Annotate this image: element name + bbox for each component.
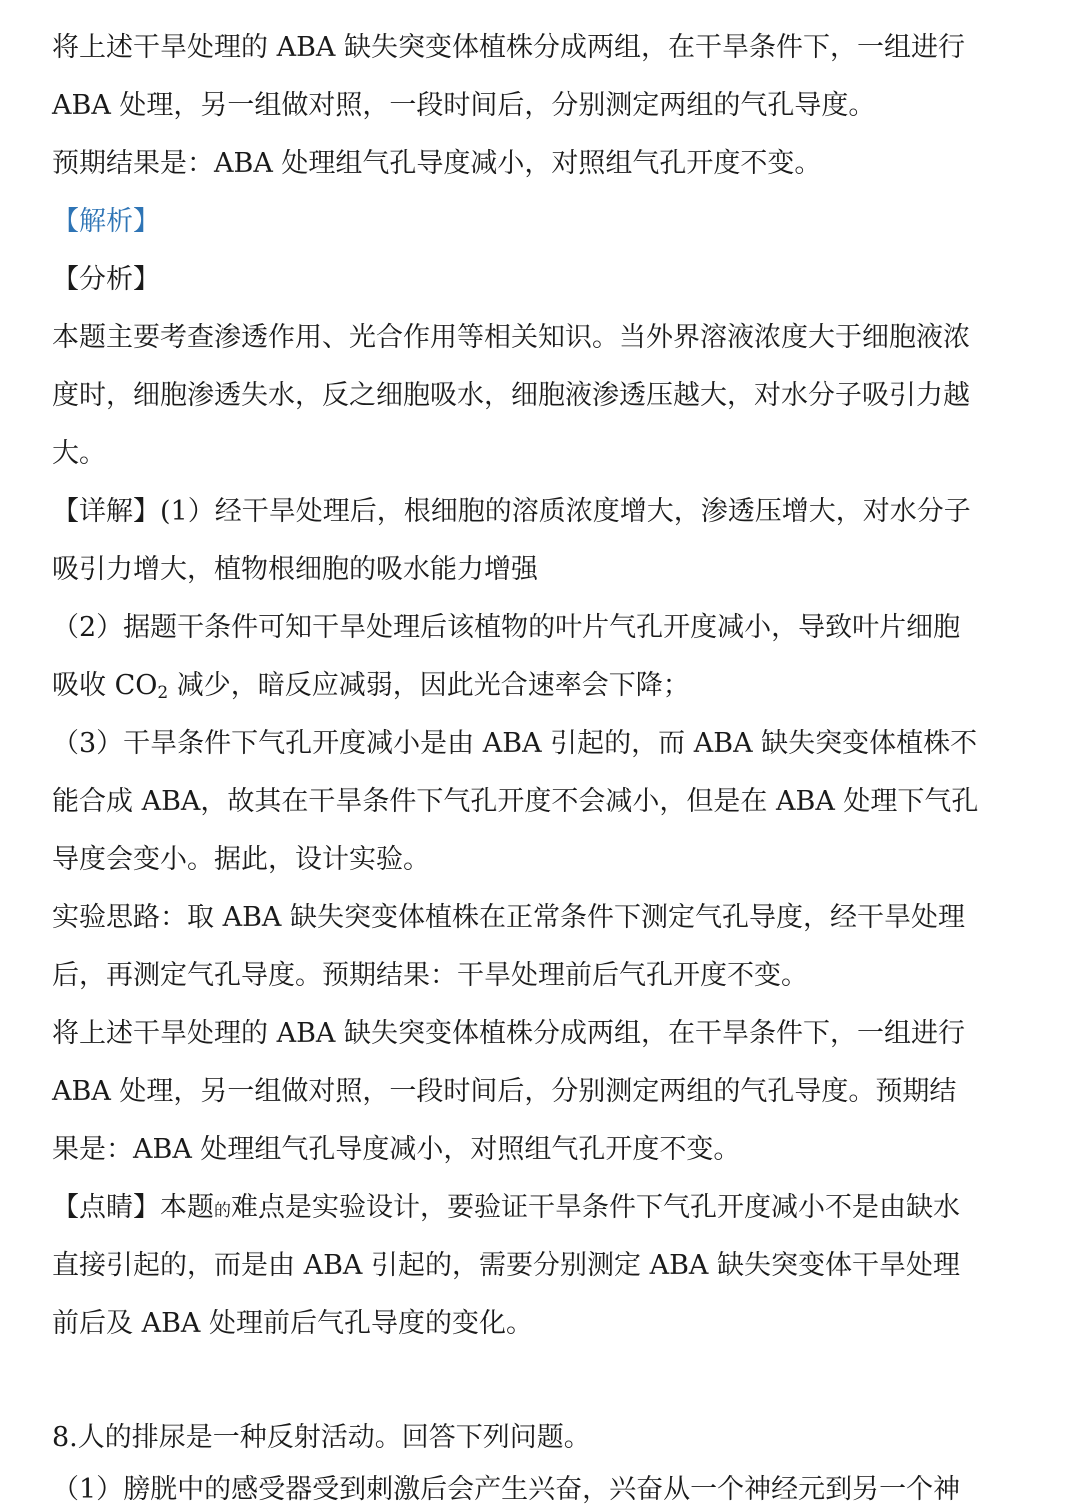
text-line: 前后及 ABA 处理前后气孔导度的变化。 [52,1308,534,1339]
text-line: （3）干旱条件下气孔开度减小是由 ABA 引起的，而 ABA 缺失突变体植株不 [52,728,978,759]
text-line: ABA 处理，另一组做对照，一段时间后，分别测定两组的气孔导度。预期结 [52,1076,957,1107]
text-line: 将上述干旱处理的 ABA 缺失突变体植株分成两组，在干旱条件下，一组进行 [52,32,966,63]
text-segment: 减少，暗反应减弱，因此光合速率会下降； [168,670,690,701]
text-line: 【详解】(1）经干旱处理后，根细胞的溶质浓度增大，渗透压增大，对水分子 [52,496,971,527]
text-line: （2）据题干条件可知干旱处理后该植物的叶片气孔开度减小，导致叶片细胞 [52,612,961,643]
text-line: 能合成 ABA，故其在干旱条件下气孔开度不会减小，但是在 ABA 处理下气孔 [52,786,979,817]
text-line: ABA 处理，另一组做对照，一段时间后，分别测定两组的气孔导度。 [52,90,876,121]
text-line: 本题主要考查渗透作用、光合作用等相关知识。当外界溶液浓度大于细胞液浓 [52,322,970,353]
text-segment: 【点睛】本题 [52,1192,214,1223]
text-line: 将上述干旱处理的 ABA 缺失突变体植株分成两组，在干旱条件下，一组进行 [52,1018,966,1049]
text-line: 大。 [52,438,106,469]
text-line: 后，再测定气孔导度。预期结果：干旱处理前后气孔开度不变。 [52,960,808,991]
text-line: 导度会变小。据此，设计实验。 [52,844,430,875]
subscript: 2 [157,683,169,703]
text-line: 果是：ABA 处理组气孔导度减小，对照组气孔开度不变。 [52,1134,741,1165]
text-line: 预期结果是：ABA 处理组气孔导度减小，对照组气孔开度不变。 [52,148,822,179]
text-line: 直接引起的，而是由 ABA 引起的，需要分别测定 ABA 缺失突变体干旱处理 [52,1250,961,1281]
section-heading-jiexi: 【解析】 [52,206,160,237]
text-segment: 吸收 CO [52,670,158,701]
text-line [52,1188,960,1231]
text-line: 吸引力增大，植物根细胞的吸水能力增强 [52,554,538,585]
text-line: 度时，细胞渗透失水，反之细胞吸水，细胞液渗透压越大，对水分子吸引力越 [52,380,970,411]
text-line: 实验思路：取 ABA 缺失突变体植株在正常条件下测定气孔导度，经干旱处理 [52,902,966,933]
text-segment: 难点是实验设计，要验证干旱条件下气孔开度减小不是由缺水 [231,1192,960,1223]
text-line: （1）膀胱中的感受器受到刺激后会产生兴奋，兴奋从一个神经元到另一个神 [52,1474,961,1505]
small-char: 的 [214,1201,231,1221]
section-heading-fenxi: 【分析】 [52,264,160,295]
text-line [52,666,690,706]
question-title: 8.人的排尿是一种反射活动。回答下列问题。 [52,1422,591,1453]
